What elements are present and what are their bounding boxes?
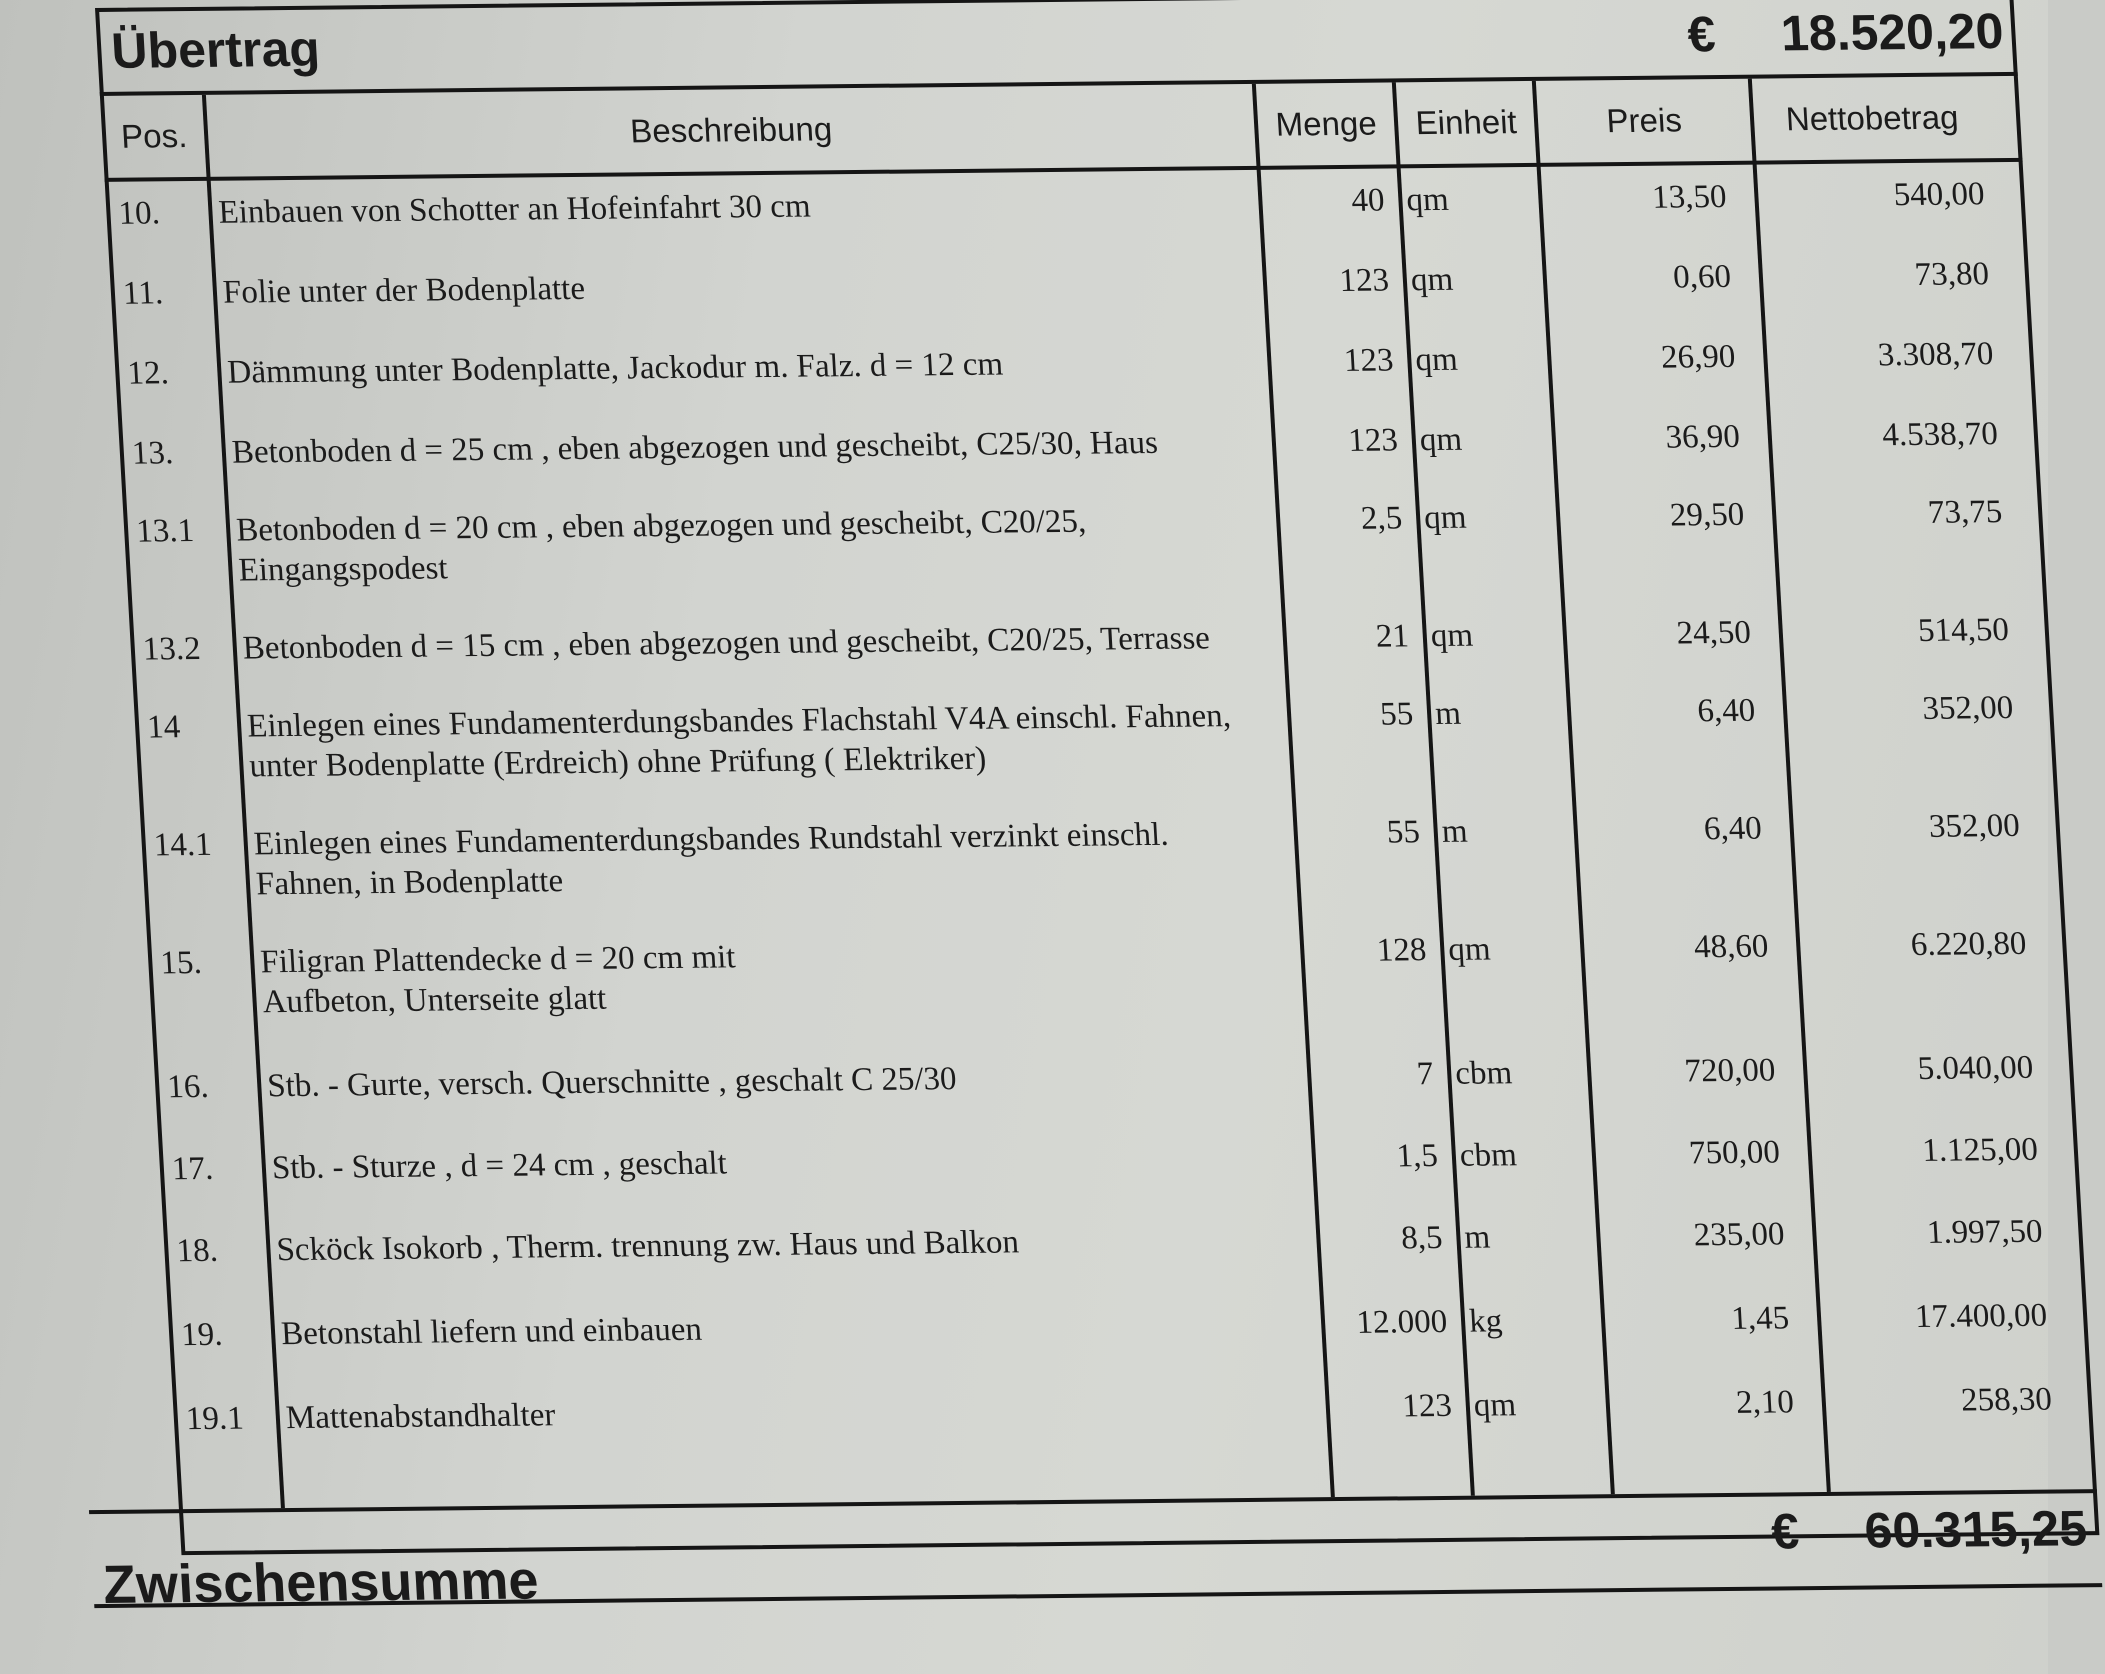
row-net: 514,50 [1917, 612, 2010, 649]
row-description-line-1: Einlegen eines Fundamenterdungsbandes Rundstahl verzinkt einschl. [252, 816, 1170, 863]
row-description [246, 696, 1290, 787]
row-unit: qm [1414, 341, 1459, 379]
carry-over-label: Übertrag [109, 20, 322, 79]
row-quantity: 2,5 [1359, 500, 1404, 537]
row-net: 258,30 [1960, 1381, 2053, 1419]
row-quantity: 128 [1375, 932, 1428, 969]
row-description: Betonboden d = 25 cm , eben abgezogen und gescheibt, C25/30, Haus [230, 424, 1159, 471]
row-price: 235,00 [1692, 1216, 1786, 1254]
row-net: 352,00 [1927, 807, 2021, 845]
row-net: 6.220,80 [1909, 925, 2028, 964]
col-header-price: Preis [1605, 101, 1683, 140]
row-price: 0,60 [1672, 258, 1732, 296]
row-unit: kg [1468, 1303, 1504, 1340]
row-net: 540,00 [1892, 176, 1986, 214]
row-unit: qm [1423, 499, 1468, 537]
row-unit: qm [1405, 181, 1450, 219]
col-header-quantity: Menge [1274, 104, 1378, 143]
row-net: 352,00 [1921, 689, 2015, 727]
row-net: 73,80 [1913, 256, 1990, 293]
row-description-line-2: unter Bodenplatte (Erdreich) ohne Prüfung ( Elektriker) [248, 740, 988, 785]
row-price: 48,60 [1693, 928, 1770, 966]
row-description: Mattenabstandhalter [284, 1397, 557, 1437]
row-description-line-1: Betonboden d = 20 cm , eben abgezogen und gescheibt, C20/25, [235, 503, 1088, 549]
row-description-line-2: Fahnen, in Bodenplatte [255, 863, 565, 903]
row-description-line-1: Einlegen eines Fundamenterdungsbandes Flachstahl V4A einschl. Fahnen, [246, 698, 1232, 745]
row-quantity: 123 [1401, 1387, 1453, 1425]
row-pos: 11. [121, 275, 165, 312]
row-price: 750,00 [1688, 1134, 1781, 1172]
row-pos: 14 [146, 709, 182, 746]
invoice-table [95, 0, 2104, 1615]
row-net: 1.125,00 [1921, 1131, 2039, 1169]
row-price: 6,40 [1696, 692, 1757, 730]
subtotal-amount: 60.315,25 [1863, 1500, 2089, 1559]
row-pos: 19. [180, 1316, 224, 1354]
row-quantity: 21 [1374, 618, 1410, 655]
row-description [253, 814, 1297, 905]
carry-over-currency: € [1685, 6, 1717, 63]
row-pos: 19.1 [184, 1400, 245, 1438]
row-description: Stb. - Sturze , d = 24 cm , geschalt [270, 1145, 728, 1187]
row-price: 29,50 [1668, 496, 1746, 534]
row-unit: qm [1418, 421, 1464, 459]
row-price: 24,50 [1675, 614, 1752, 652]
subtotal-label: Zwischensumme [101, 1550, 540, 1615]
row-pos: 18. [175, 1232, 219, 1270]
row-unit: qm [1472, 1387, 1518, 1424]
row-pos: 13.2 [141, 630, 202, 668]
row-description: Dämmung unter Bodenplatte, Jackodur m. Falz. d = 12 cm [226, 346, 1005, 391]
row-unit: qm [1447, 931, 1492, 968]
row-price: 26,90 [1660, 338, 1737, 376]
col-header-pos: Pos. [120, 117, 189, 155]
col-header-unit: Einheit [1414, 103, 1518, 142]
row-quantity: 8,5 [1400, 1219, 1444, 1257]
row-description [259, 931, 1303, 1022]
row-pos: 12. [126, 355, 170, 392]
row-unit: qm [1429, 617, 1474, 655]
col-header-description: Beschreibung [629, 110, 834, 150]
row-pos: 13.1 [135, 513, 196, 550]
row-unit: m [1463, 1219, 1492, 1256]
row-unit: qm [1409, 261, 1455, 299]
row-net: 3.308,70 [1876, 336, 1995, 374]
row-description-line-2: Aufbeton, Unterseite glatt [261, 980, 608, 1021]
row-net: 4.538,70 [1881, 416, 1999, 454]
row-description: Betonboden d = 15 cm , eben abgezogen und gescheibt, C20/25, Terrasse [241, 620, 1211, 667]
row-description: Folie unter der Bodenplatte [221, 270, 586, 311]
row-unit: m [1440, 813, 1469, 850]
col-header-net: Nettobetrag [1784, 98, 1960, 138]
row-quantity: 12.000 [1355, 1303, 1449, 1341]
row-quantity: 123 [1347, 422, 1399, 459]
carry-over-amount: 18.520,20 [1779, 3, 2005, 62]
row-quantity: 123 [1338, 262, 1390, 299]
row-description-line-1: Filigran Plattendecke d = 20 cm mit [259, 939, 737, 981]
row-pos: 17. [170, 1150, 215, 1188]
row-quantity: 40 [1350, 182, 1386, 219]
row-pos: 14.1 [152, 826, 213, 864]
row-description [235, 500, 1279, 591]
row-quantity: 55 [1385, 814, 1421, 851]
row-unit: cbm [1458, 1137, 1518, 1174]
row-quantity: 1,5 [1395, 1138, 1439, 1175]
row-pos: 13. [130, 435, 175, 472]
row-unit: cbm [1454, 1055, 1514, 1092]
subtotal-row [89, 1489, 2102, 1615]
row-price: 36,90 [1664, 418, 1741, 456]
row-price: 720,00 [1683, 1052, 1777, 1090]
row-net: 17.400,00 [1914, 1297, 2049, 1336]
row-pos: 15. [159, 944, 203, 982]
row-quantity: 123 [1342, 342, 1395, 379]
row-quantity: 55 [1379, 696, 1415, 733]
row-description-line-2: Eingangspodest [237, 550, 449, 589]
row-unit: m [1434, 695, 1462, 732]
row-price: 2,10 [1735, 1384, 1795, 1421]
row-description: Stb. - Gurte, versch. Querschnitte , geschalt C 25/30 [266, 1061, 958, 1105]
row-net: 1.997,50 [1925, 1213, 2044, 1251]
row-description: Einbauen von Schotter an Hofeinfahrt 30 cm [217, 188, 812, 231]
row-price: 13,50 [1651, 178, 1728, 216]
row-price: 1,45 [1730, 1300, 1791, 1337]
row-net: 73,75 [1926, 494, 2004, 531]
row-pos: 16. [166, 1068, 210, 1106]
row-description: Betonstahl liefern und einbauen [280, 1311, 703, 1353]
subtotal-currency: € [1769, 1503, 1801, 1560]
row-description: Scköck Isokorb , Therm. trennung zw. Haus und Balkon [275, 1224, 1020, 1269]
row-pos: 10. [117, 195, 161, 232]
row-price: 6,40 [1702, 810, 1763, 848]
row-net: 5.040,00 [1916, 1049, 2035, 1087]
row-quantity: 7 [1415, 1056, 1435, 1093]
